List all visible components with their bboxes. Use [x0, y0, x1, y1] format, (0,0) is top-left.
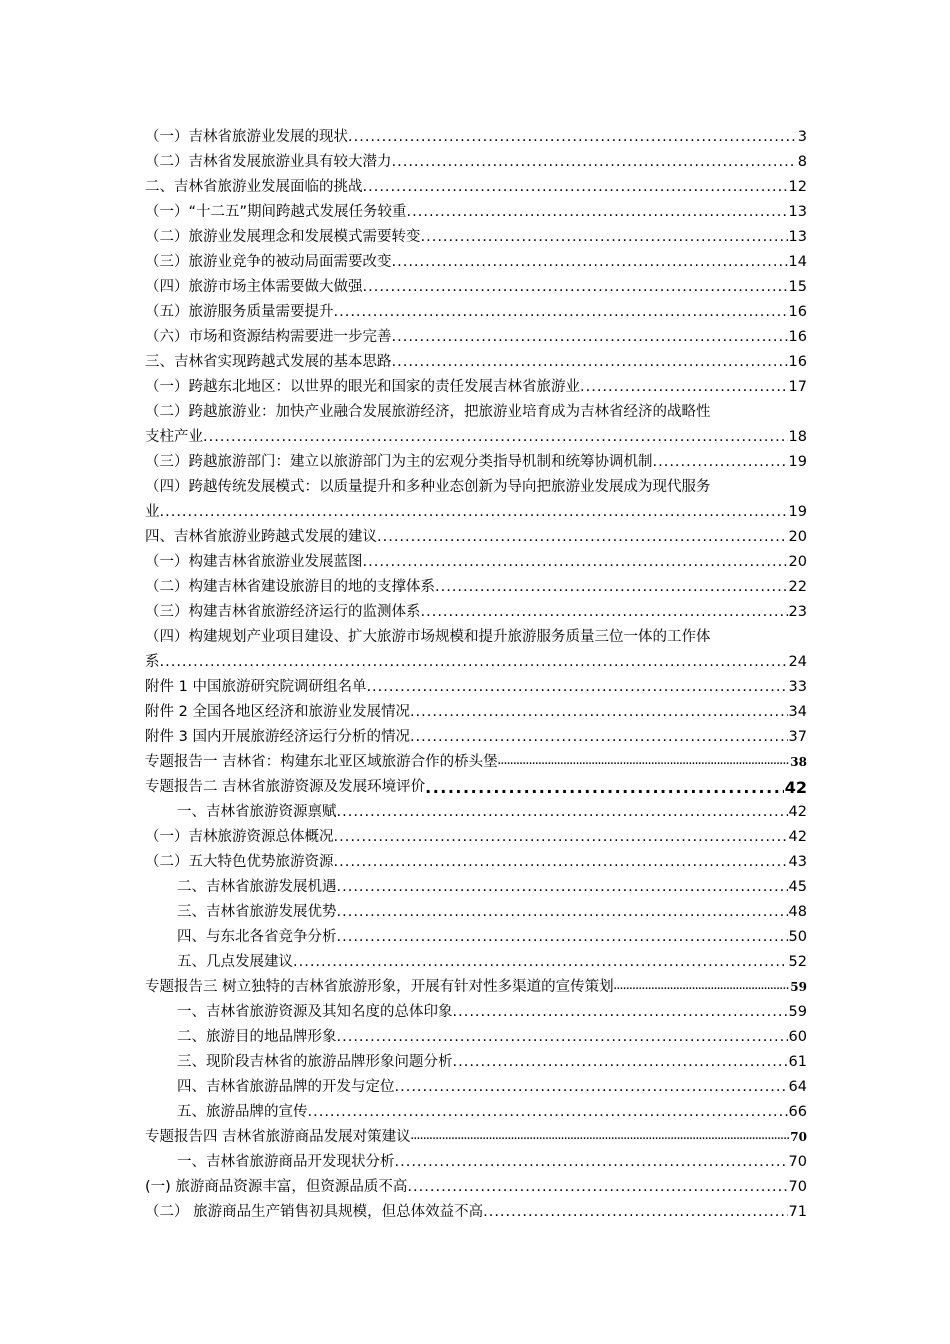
toc-entry[interactable]: （二）构建吉林省建设旅游目的地的支撑体系 ..... 22: [145, 575, 807, 600]
toc-entry[interactable]: 一、吉林省旅游资源禀赋 ..... 42: [145, 800, 807, 825]
leader-dots: [392, 325, 788, 350]
leader-dots: [363, 175, 788, 200]
toc-entry[interactable]: 支柱产业 ..... 18: [145, 425, 807, 450]
toc-entry[interactable]: 五、旅游品牌的宣传 ..... 66: [145, 1100, 807, 1125]
leader-dots: [392, 150, 797, 175]
leader-dots: [421, 225, 788, 250]
leader-dots: [421, 600, 788, 625]
toc-entry-line1[interactable]: （四）构建规划产业项目建设、扩大旅游市场规模和提升旅游服务质量三位一体的工作体: [145, 629, 711, 645]
leader-dots: [293, 950, 788, 975]
toc-entry[interactable]: 专题报告三 树立独特的吉林省旅游形象，开展有针对性多渠道的宣传策划 ..... 59: [145, 975, 807, 1000]
toc-entry[interactable]: （二） 旅游商品生产销售初具规模，但总体效益不高 ..... 71: [145, 1200, 807, 1225]
toc-entry[interactable]: (一) 旅游商品资源丰富，但资源品质不高 ..... 70: [145, 1175, 807, 1200]
leader-dots: [363, 550, 788, 575]
leader-dots: [348, 125, 797, 150]
leader-dots: [407, 1175, 787, 1200]
leader-dots: [334, 850, 788, 875]
toc-entry[interactable]: （四）旅游市场主体需要做大做强 ..... 15: [145, 275, 807, 300]
toc-entry[interactable]: 四、与东北各省竞争分析 ..... 50: [145, 925, 807, 950]
leader-dots: [425, 775, 784, 800]
toc-entry[interactable]: （五）旅游服务质量需要提升 ..... 16: [145, 300, 807, 325]
toc-entry[interactable]: （三）构建吉林省旅游经济运行的监测体系 ..... 23: [145, 600, 807, 625]
leader-dots: [334, 300, 788, 325]
toc-entry[interactable]: 附件 2 全国各地区经济和旅游业发展情况 ..... 34: [145, 700, 807, 725]
leader-dots: [160, 500, 788, 525]
leader-dots: [453, 1000, 788, 1025]
leader-dots: [580, 375, 788, 400]
leader-dots: [407, 200, 788, 225]
leader-dots: [392, 350, 788, 375]
toc-entry[interactable]: 二、吉林省旅游业发展面临的挑战 ..... 12: [145, 175, 807, 200]
leader-dots: [337, 1025, 788, 1050]
toc-entry[interactable]: （一）吉林省旅游业发展的现状 ..... 3: [145, 125, 807, 150]
toc-entry[interactable]: （一）吉林旅游资源总体概况 ..... 42: [145, 825, 807, 850]
leader-dots: [392, 250, 788, 275]
leader-dots: [453, 1050, 788, 1075]
toc-entry[interactable]: 二、旅游目的地品牌形象 ..... 60: [145, 1025, 807, 1050]
toc-entry[interactable]: （二）吉林省发展旅游业具有较大潜力 ..... 8: [145, 150, 807, 175]
toc-entry[interactable]: 三、吉林省实现跨越式发展的基本思路 ..... 16: [145, 350, 807, 375]
toc-entry[interactable]: （一）跨越东北地区：以世界的眼光和国家的责任发展吉林省旅游业 ..... 17: [145, 375, 807, 400]
toc-entry[interactable]: 三、现阶段吉林省的旅游品牌形象问题分析 ..... 61: [145, 1050, 807, 1075]
toc-entry[interactable]: 一、吉林省旅游商品开发现状分析 ..... 70: [145, 1150, 807, 1175]
toc-entry[interactable]: 三、吉林省旅游发展优势 ..... 48: [145, 900, 807, 925]
leader-dots: [337, 875, 788, 900]
leader-dots: [160, 650, 788, 675]
leader-dots: [377, 525, 788, 550]
leader-dots: [337, 900, 788, 925]
toc-entry[interactable]: 一、吉林省旅游资源及其知名度的总体印象 ..... 59: [145, 1000, 807, 1025]
toc-entry[interactable]: 专题报告四 吉林省旅游商品发展对策建议 ..... 70: [145, 1125, 807, 1150]
toc-entry[interactable]: 附件 3 国内开展旅游经济运行分析的情况 ..... 37: [145, 725, 807, 750]
leader-dots: [363, 275, 788, 300]
table-of-contents: [145, 125, 807, 1225]
toc-entry[interactable]: （一）构建吉林省旅游业发展蓝图 ..... 20: [145, 550, 807, 575]
toc-entry[interactable]: 五、几点发展建议 ..... 52: [145, 950, 807, 975]
toc-entry[interactable]: （一）“十二五”期间跨越式发展任务较重 ..... 13: [145, 200, 807, 225]
leader-dots: [334, 825, 788, 850]
leader-dots: [410, 725, 788, 750]
toc-entry[interactable]: 业 ..... 19: [145, 500, 807, 525]
toc-entry-line1[interactable]: （四）跨越传统发展模式：以质量提升和多种业态创新为导向把旅游业发展成为现代服务: [145, 479, 711, 495]
toc-entry[interactable]: 系 ..... 24: [145, 650, 807, 675]
leader-dots: [203, 425, 788, 450]
toc-entry-line1[interactable]: （二）跨越旅游业：加快产业融合发展旅游经济，把旅游业培育成为吉林省经济的战略性: [145, 404, 711, 420]
leader-dots: [498, 750, 790, 775]
leader-dots: [435, 575, 788, 600]
toc-entry[interactable]: 二、吉林省旅游发展机遇 ..... 45: [145, 875, 807, 900]
leader-dots: [337, 925, 788, 950]
leader-dots: [395, 1150, 788, 1175]
leader-dots: [653, 450, 788, 475]
toc-entry[interactable]: 四、吉林省旅游品牌的开发与定位 ..... 64: [145, 1075, 807, 1100]
leader-dots: [614, 975, 790, 1000]
leader-dots: [308, 1100, 788, 1125]
toc-entry[interactable]: 附件 1 中国旅游研究院调研组名单 ..... 33: [145, 675, 807, 700]
toc-entry[interactable]: 四、吉林省旅游业跨越式发展的建议 ..... 20: [145, 525, 807, 550]
toc-entry[interactable]: （三）跨越旅游部门：建立以旅游部门为主的宏观分类指导机制和统筹协调机制 ..... 19: [145, 450, 807, 475]
leader-dots: [395, 1075, 788, 1100]
leader-dots: [411, 1125, 790, 1150]
toc-entry[interactable]: （二）旅游业发展理念和发展模式需要转变 ..... 13: [145, 225, 807, 250]
toc-entry[interactable]: 专题报告二 吉林省旅游资源及发展环境评价 ..... 42: [145, 775, 807, 800]
leader-dots: [410, 700, 788, 725]
toc-entry[interactable]: （三）旅游业竞争的被动局面需要改变 ..... 14: [145, 250, 807, 275]
toc-entry[interactable]: （二）五大特色优势旅游资源 ..... 43: [145, 850, 807, 875]
toc-entry[interactable]: （六）市场和资源结构需要进一步完善 ..... 16: [145, 325, 807, 350]
leader-dots: [337, 800, 788, 825]
toc-entry[interactable]: 专题报告一 吉林省：构建东北亚区域旅游合作的桥头堡 ..... 38: [145, 750, 807, 775]
leader-dots: [366, 675, 787, 700]
leader-dots: [483, 1200, 787, 1225]
